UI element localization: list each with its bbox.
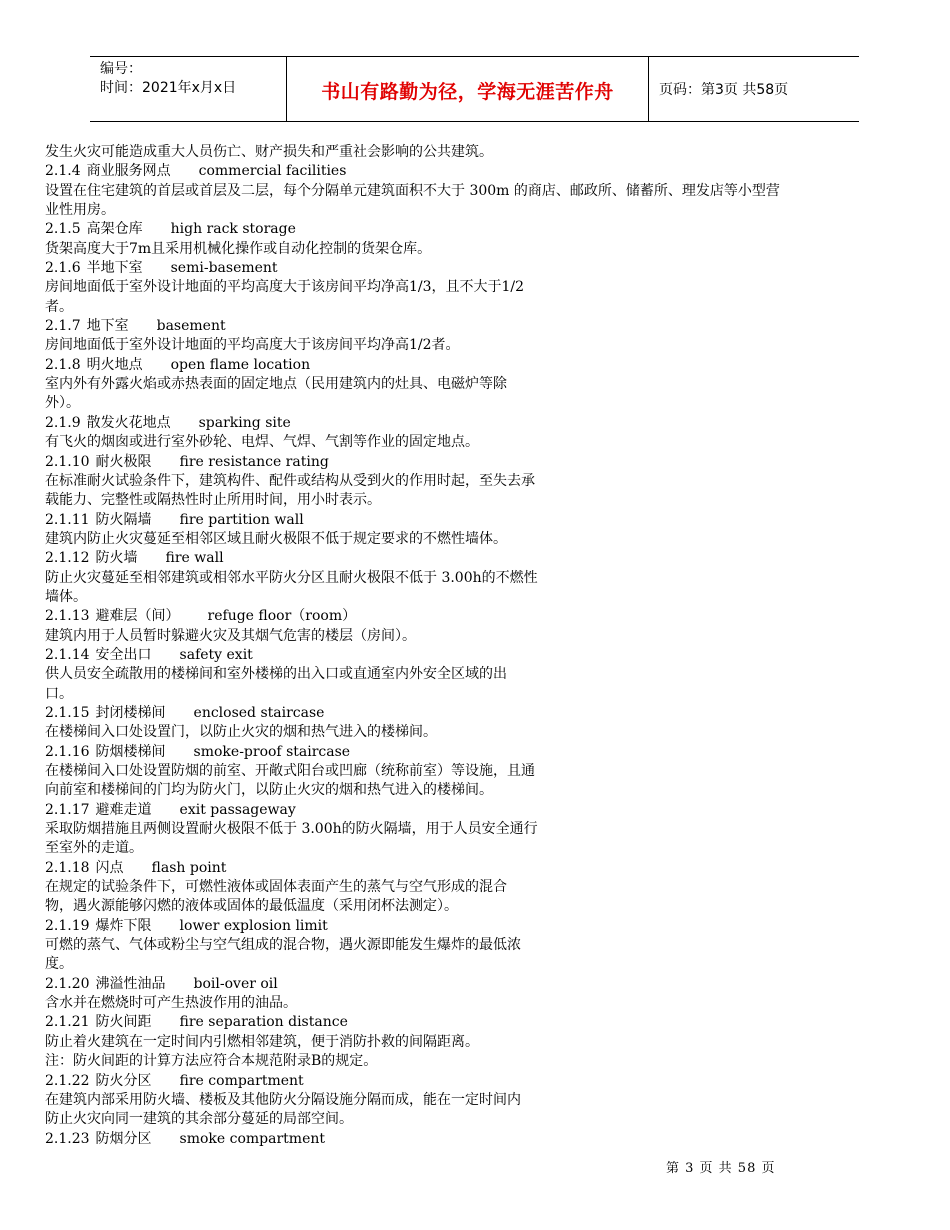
term-chinese: 耐火极限	[95, 453, 152, 470]
term-english: exit passageway	[179, 801, 296, 818]
body-line: 外）。	[45, 395, 80, 412]
body-line: 可燃的蒸气、气体或粉尘与空气组成的混合物，遇火源即能发生爆炸的最低浓	[45, 937, 521, 954]
term-heading	[45, 162, 915, 181]
term-heading	[45, 646, 915, 665]
term-chinese: 封闭楼梯间	[95, 704, 166, 721]
term-english: smoke-proof staircase	[193, 743, 351, 760]
term-english: open flame location	[170, 356, 311, 373]
body-line: 在楼梯间入口处设置门，以防止火灾的烟和热气进入的楼梯间。	[45, 724, 437, 741]
term-chinese: 地下室	[86, 318, 129, 335]
term-number: 2.1.21	[45, 1014, 90, 1031]
term-heading	[45, 859, 915, 878]
body-line: 载能力、完整性或隔热性时止所用时间，用小时表示。	[45, 492, 381, 509]
term-heading	[45, 549, 915, 568]
body-line: 注：防火间距的计算方法应符合本规范附录B的规定。	[45, 1053, 378, 1070]
term-number: 2.1.16	[45, 743, 90, 760]
term-english: fire separation distance	[179, 1014, 348, 1031]
term-english: lower explosion limit	[179, 917, 328, 934]
header-time-label: 时间：2021年x月x日	[100, 80, 237, 96]
term-number: 2.1.11	[45, 511, 90, 528]
body-line: 室内外有外露火焰或赤热表面的固定地点（民用建筑内的灶具、电磁炉等除	[45, 376, 507, 393]
body-line: 业性用房。	[45, 202, 115, 219]
term-chinese: 安全出口	[95, 646, 152, 663]
term-english: flash point	[151, 859, 227, 876]
term-number: 2.1.5	[45, 221, 81, 238]
term-heading	[45, 511, 915, 530]
header-number-label: 编号：	[100, 61, 142, 77]
term-english: smoke compartment	[179, 1130, 326, 1147]
term-chinese: 防火墙	[95, 550, 138, 567]
term-number: 2.1.17	[45, 801, 90, 818]
term-english: boil-over oil	[193, 975, 278, 992]
term-number: 2.1.9	[45, 414, 81, 431]
body-line: 在标准耐火试验条件下，建筑构件、配件或结构从受到火的作用时起，至失去承	[45, 472, 535, 489]
term-english: refuge floor（room）	[207, 608, 357, 625]
document-body	[45, 143, 915, 1149]
body-line: 有飞火的烟囱或进行室外砂轮、电焊、气焊、气割等作业的固定地点。	[45, 434, 479, 451]
term-number: 2.1.8	[45, 356, 81, 373]
term-english: sparking site	[198, 414, 291, 431]
term-english: fire resistance rating	[179, 453, 329, 470]
term-chinese: 半地下室	[86, 260, 143, 277]
body-line: 在楼梯间入口处设置防烟的前室、开敞式阳台或凹廊（统称前室）等设施，且通	[45, 763, 535, 779]
term-english: high rack storage	[170, 221, 296, 238]
body-line: 含水并在燃烧时可产生热波作用的油品。	[45, 995, 297, 1012]
term-chinese: 防烟楼梯间	[95, 743, 166, 760]
term-heading	[45, 220, 915, 239]
term-heading	[45, 801, 915, 820]
term-english: basement	[156, 318, 226, 335]
term-chinese: 商业服务网点	[86, 163, 171, 180]
term-number: 2.1.10	[45, 453, 90, 470]
term-number: 2.1.13	[45, 608, 90, 625]
term-english: commercial facilities	[198, 163, 347, 180]
term-chinese: 防烟分区	[95, 1130, 152, 1147]
term-english: safety exit	[179, 646, 253, 663]
term-chinese: 散发火花地点	[86, 414, 171, 431]
term-chinese: 爆炸下限	[95, 917, 152, 934]
term-chinese: 明火地点	[86, 356, 143, 373]
term-number: 2.1.15	[45, 704, 90, 721]
term-chinese: 沸溢性油品	[95, 975, 166, 992]
term-chinese: 避难走道	[95, 801, 152, 818]
body-line: 至室外的走道。	[45, 840, 143, 857]
term-heading	[45, 317, 915, 336]
body-line: 发生火灾可能造成重大人员伤亡、财产损失和严重社会影响的公共建筑。	[45, 144, 493, 160]
term-number: 2.1.22	[45, 1072, 90, 1089]
term-english: fire partition wall	[179, 511, 304, 528]
header-page-info: 页码：第3页 共58页	[659, 82, 789, 98]
body-line: 防止火灾蔓延至相邻建筑或相邻水平防火分区且耐火极限不低于 3.00h的不燃性	[45, 569, 538, 586]
term-english: enclosed staircase	[193, 704, 325, 721]
term-number: 2.1.6	[45, 260, 81, 277]
body-line: 口。	[45, 685, 73, 702]
term-heading	[45, 414, 915, 433]
term-number: 2.1.18	[45, 859, 90, 876]
term-heading	[45, 704, 915, 723]
body-line: 货架高度大于7m且采用机械化操作或自动化控制的货架仓库。	[45, 240, 432, 257]
term-chinese: 防火隔墙	[95, 511, 152, 528]
term-number: 2.1.23	[45, 1130, 90, 1147]
body-line: 供人员安全疏散用的楼梯间和室外楼梯的出入口或直通室内外安全区域的出	[45, 666, 507, 683]
term-chinese: 闪点	[95, 859, 124, 876]
body-line: 建筑内防止火灾蔓延至相邻区域且耐火极限不低于规定要求的不燃性墙体。	[45, 530, 507, 547]
body-line: 建筑内用于人员暂时躲避火灾及其烟气危害的楼层（房间）。	[45, 627, 416, 644]
term-heading	[45, 1013, 915, 1032]
term-chinese: 防火分区	[95, 1072, 152, 1089]
term-heading	[45, 917, 915, 936]
body-line: 向前室和楼梯间的门均为防火门，以防止火灾的烟和热气进入的楼梯间。	[45, 782, 493, 799]
body-line: 防止着火建筑在一定时间内引燃相邻建筑，便于消防扑救的间隔距离。	[45, 1033, 479, 1050]
term-number: 2.1.12	[45, 550, 90, 567]
term-heading	[45, 975, 915, 994]
term-chinese: 高架仓库	[86, 221, 143, 238]
body-line: 物，遇火源能够闪燃的液体或固体的最低温度（采用闭杯法测定）。	[45, 898, 458, 915]
body-line: 设置在住宅建筑的首层或首层及二层，每个分隔单元建筑面积不大于 300m 的商店、邮政所、储蓄所、理发店等小型营	[45, 182, 780, 199]
body-line: 墙体。	[45, 588, 87, 605]
term-heading	[45, 607, 915, 626]
term-heading	[45, 259, 915, 278]
body-line: 在规定的试验条件下，可燃性液体或固体表面产生的蒸气与空气形成的混合	[45, 879, 507, 896]
term-chinese: 避难层（间）	[95, 608, 180, 625]
term-english: semi-basement	[170, 260, 278, 277]
term-heading	[45, 356, 915, 375]
term-number: 2.1.19	[45, 917, 90, 934]
term-number: 2.1.4	[45, 163, 81, 180]
header-meta	[90, 57, 286, 121]
page-header	[90, 56, 859, 122]
term-chinese: 防火间距	[95, 1014, 152, 1031]
term-heading	[45, 743, 915, 762]
body-line: 度。	[45, 956, 73, 973]
term-heading	[45, 453, 915, 472]
term-number: 2.1.20	[45, 975, 90, 992]
body-line: 在建筑内部采用防火墙、楼板及其他防火分隔设施分隔而成，能在一定时间内	[45, 1091, 521, 1108]
header-motto: 书山有路勤为径，学海无涯苦作舟	[286, 57, 649, 121]
term-heading	[45, 1130, 915, 1149]
term-heading	[45, 1072, 915, 1091]
body-line: 者。	[45, 298, 73, 315]
body-line: 房间地面低于室外设计地面的平均高度大于该房间平均净高1/3，且不大于1/2	[45, 279, 525, 296]
body-line: 采取防烟措施且两侧设置耐火极限不低于 3.00h的防火隔墙，用于人员安全通行	[45, 821, 538, 838]
page-footer: 第 3 页 共 58 页	[666, 1161, 776, 1176]
term-number: 2.1.14	[45, 646, 90, 663]
term-english: fire wall	[165, 550, 224, 567]
term-english: fire compartment	[179, 1072, 304, 1089]
body-line: 防止火灾向同一建筑的其余部分蔓延的局部空间。	[45, 1111, 353, 1128]
term-number: 2.1.7	[45, 318, 81, 335]
body-line: 房间地面低于室外设计地面的平均高度大于该房间平均净高1/2者。	[45, 337, 460, 354]
